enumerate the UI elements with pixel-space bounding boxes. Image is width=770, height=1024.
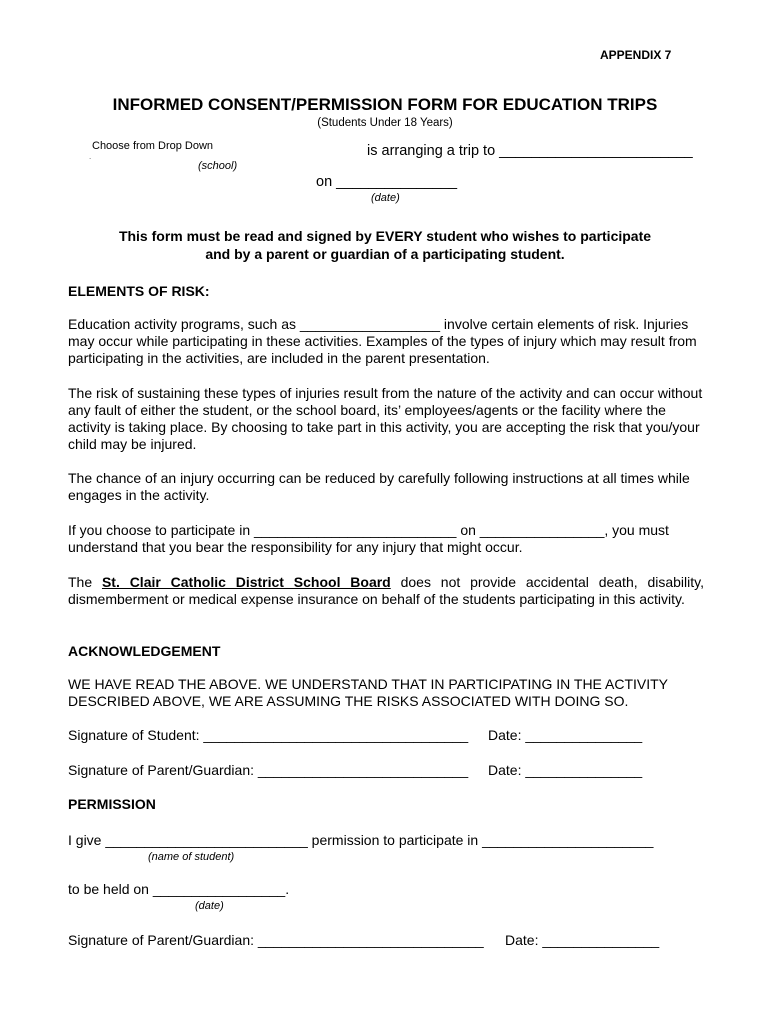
student-date-field[interactable]: Date: _______________ xyxy=(488,727,643,743)
permission-parent-signature-field[interactable]: Signature of Parent/Guardian: _____________________________ xyxy=(68,932,484,948)
risk-paragraph-4: If you choose to participate in __________________________ on ________________, you must understand that you bear the responsibility for any injury that might occur. xyxy=(68,522,669,555)
form-subtitle: (Students Under 18 Years) xyxy=(317,117,453,129)
form-title: INFORMED CONSENT/PERMISSION FORM FOR EDUCATION TRIPS xyxy=(112,95,658,114)
student-signature-field[interactable]: Signature of Student: __________________________________ xyxy=(68,727,469,743)
risk-paragraph-1: Education activity programs, such as __________________ involve certain elements of risk. Injuries may occur while participating in these activities. Examples of the types of injury which may result from participating in the activities, are included in the parent presentation. xyxy=(68,316,697,366)
risk-heading: ELEMENTS OF RISK: xyxy=(68,283,210,299)
notice-line-2: and by a parent or guardian of a participating student. xyxy=(205,246,565,262)
trip-destination-line[interactable]: is arranging a trip to ________________________ xyxy=(367,143,693,159)
insurance-text-end: does not provide accidental death, disability, dismemberment or medical expense insurance on behalf of the students participating in this activity. xyxy=(68,574,705,607)
held-on-line[interactable]: to be held on _________________. xyxy=(68,881,290,897)
insurance-text-start: The xyxy=(68,574,102,590)
parent-date-field[interactable]: Date: _______________ xyxy=(488,762,643,778)
permission-give-line[interactable]: I give __________________________ permission to participate in ______________________ xyxy=(68,832,654,848)
dropdown-marker: . xyxy=(89,152,92,161)
school-caption: (school) xyxy=(198,160,238,172)
permission-heading: PERMISSION xyxy=(68,796,156,812)
acknowledgement-text: WE HAVE READ THE ABOVE. WE UNDERSTAND THAT IN PARTICIPATING IN THE ACTIVITY DESCRIBED ABOVE, WE ARE ASSUMING THE RISKS ASSOCIATED WITH DOING SO. xyxy=(68,676,668,709)
appendix-label: APPENDIX 7 xyxy=(600,48,672,62)
acknowledgement-heading: ACKNOWLEDGEMENT xyxy=(68,643,221,659)
school-board-name: St. Clair Catholic District School Board xyxy=(101,574,391,590)
parent-signature-field[interactable]: Signature of Parent/Guardian: ___________________________ xyxy=(68,762,469,778)
risk-paragraph-5 xyxy=(68,574,704,608)
permission-parent-date-field[interactable]: Date: _______________ xyxy=(505,932,660,948)
risk-paragraph-2: The risk of sustaining these types of injuries result from the nature of the activity and can occur without any fault of either the student, or the school board, its’ employees/agents or the facility where the activity is taking place. By choosing to take part in this activity, you are accepting the risk that you/your child may be injured. xyxy=(68,385,703,452)
trip-date-caption: (date) xyxy=(371,192,400,204)
school-dropdown[interactable]: Choose from Drop Down xyxy=(92,140,214,152)
trip-date-line[interactable]: on _______________ xyxy=(316,174,458,190)
student-name-caption: (name of student) xyxy=(148,851,235,863)
held-on-date-caption: (date) xyxy=(195,900,224,912)
signature-notice xyxy=(0,227,770,263)
risk-paragraph-3: The chance of an injury occurring can be reduced by carefully following instructions at all times while engages in the activity. xyxy=(68,470,690,503)
notice-line-1: This form must be read and signed by EVERY student who wishes to participate xyxy=(118,228,652,244)
